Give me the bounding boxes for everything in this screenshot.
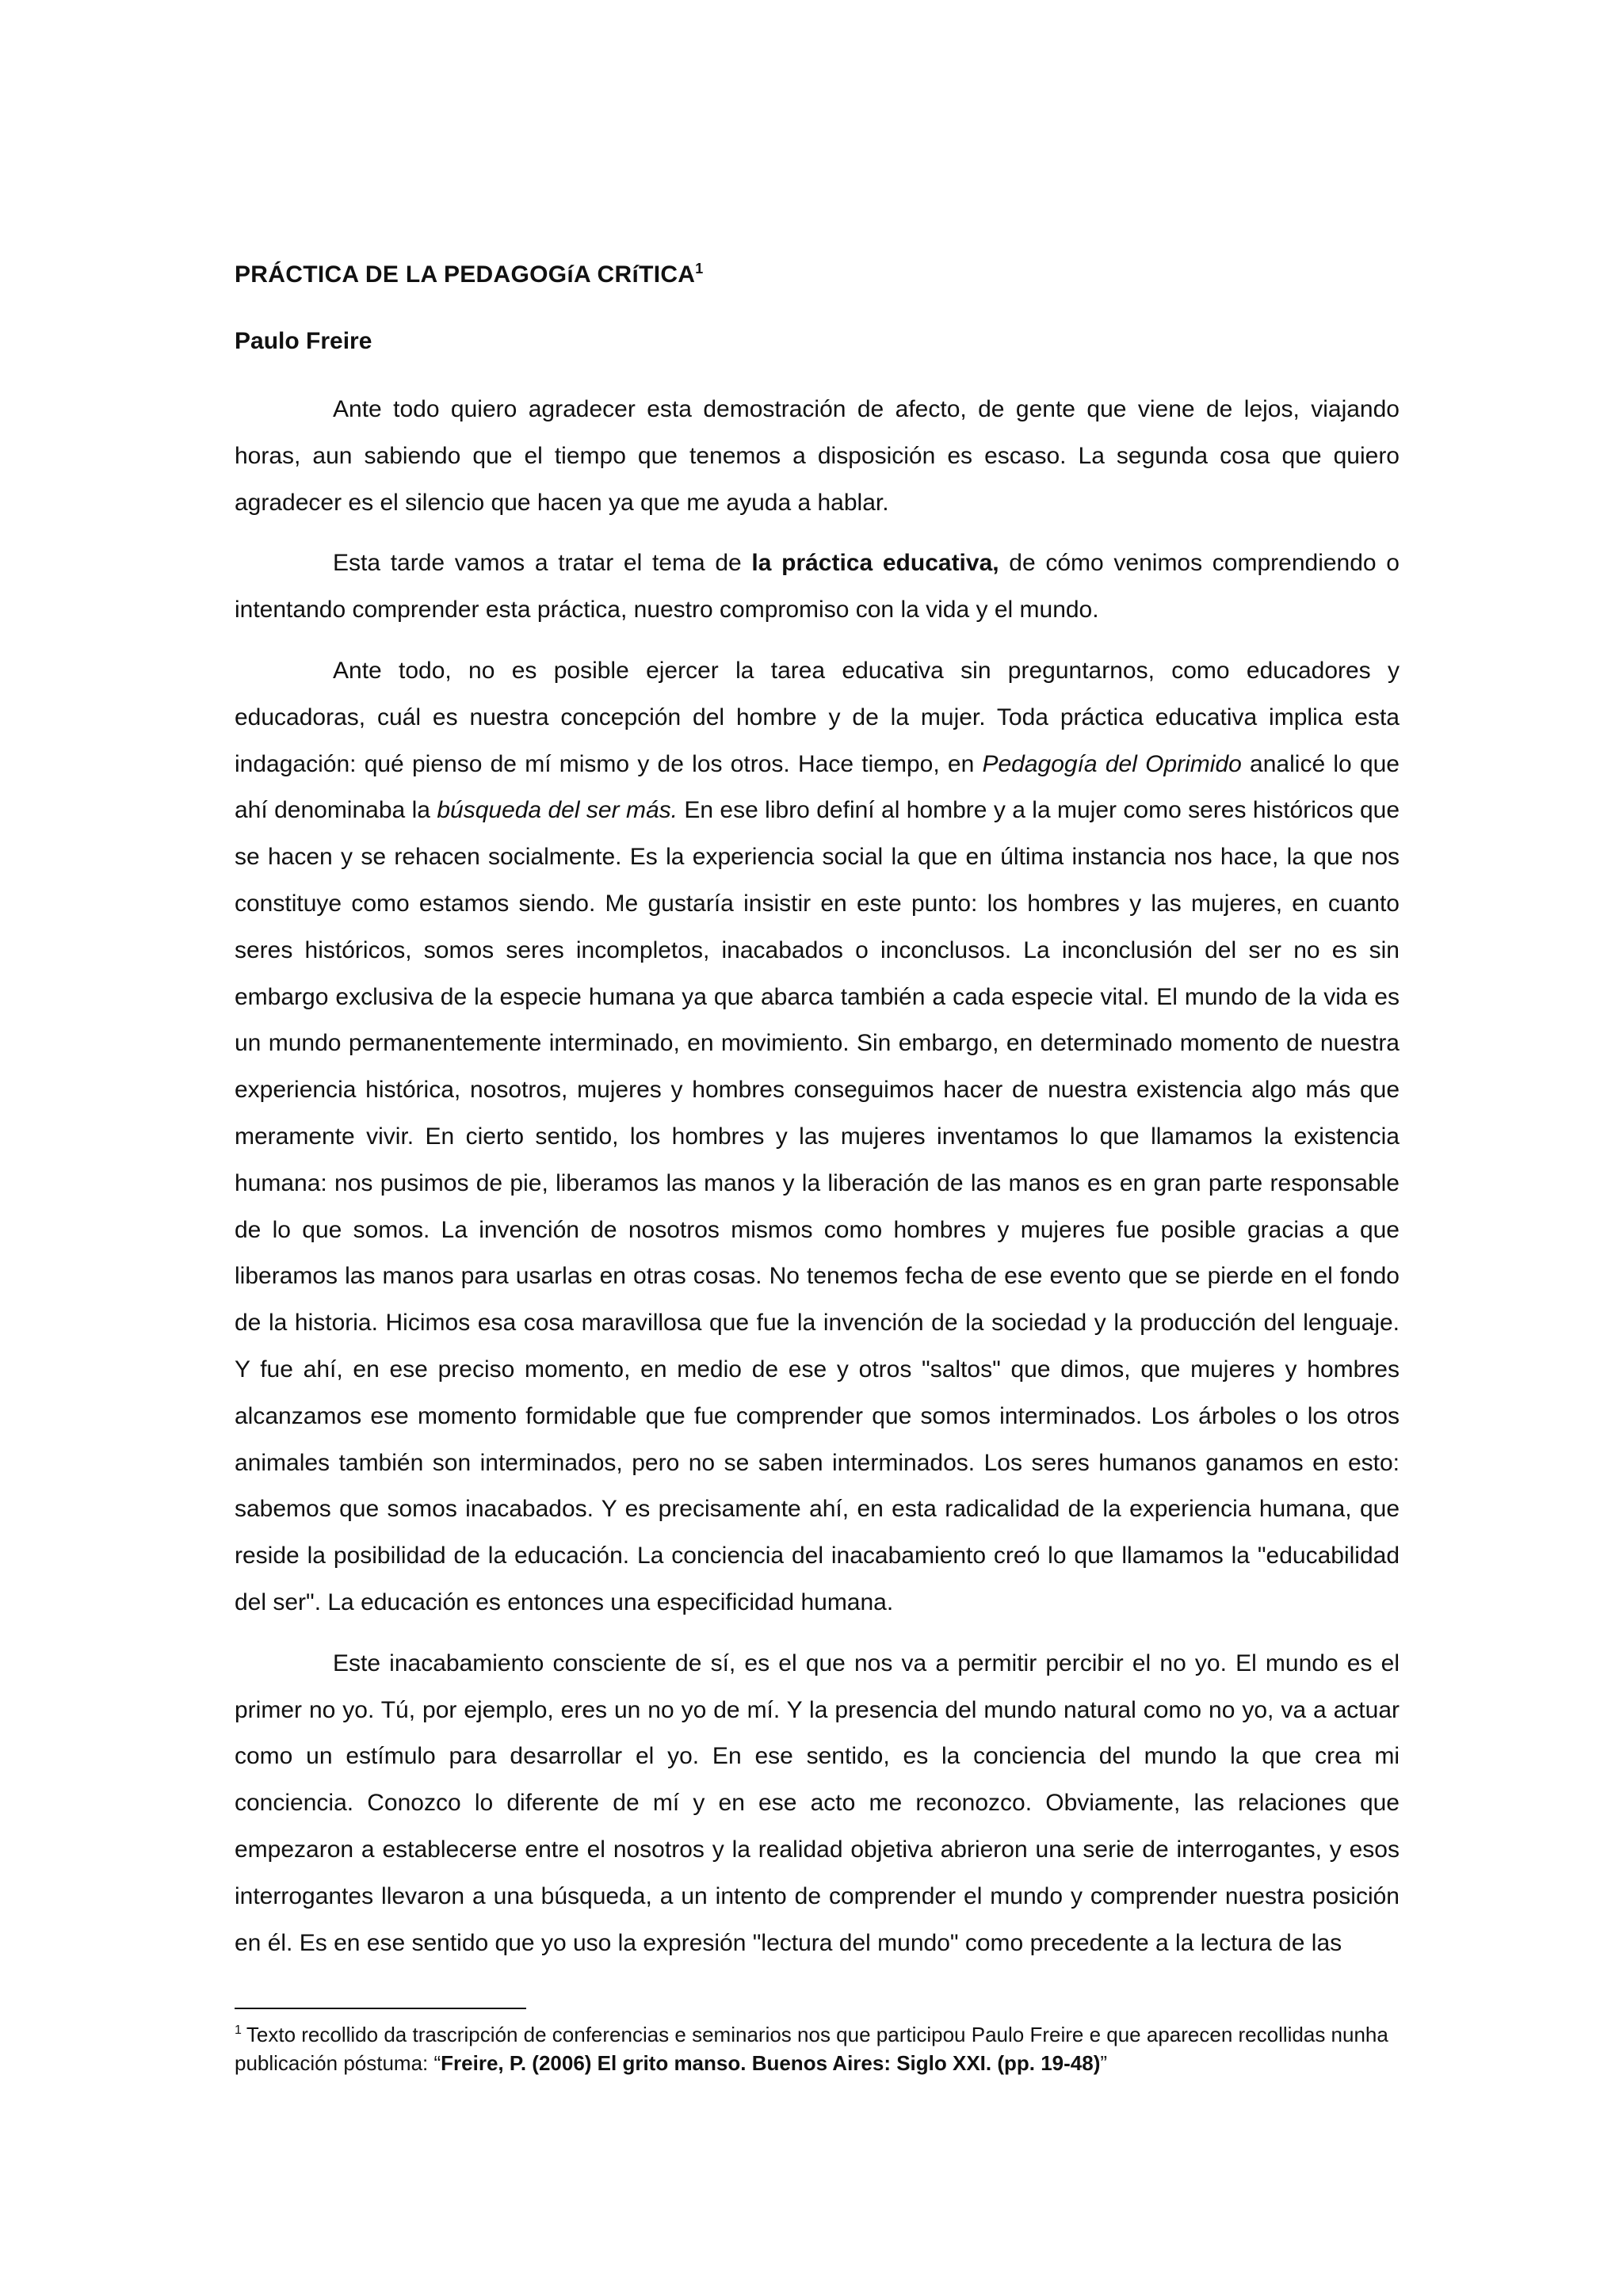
footnote-separator [235,2008,526,2009]
paragraph-3-text-c: En ese libro definí al hombre y a la mujer como seres históricos que se hacen y se rehacen socialmente. Es la experiencia social la que en última instancia nos hace, la que nos constituye como estamos siendo. Me gustaría insistir en este punto: los hombres y las mujeres, en cuanto seres históricos, somos seres incompletos, inacabados o inconclusos. La inconclusión del ser no es sin embargo exclusiva de la especie humana ya que abarca también a cada especie vital. El mundo de la vida es un mundo permanentemente interminado, en movimiento. Sin embargo, en determinado momento de nuestra experiencia histórica, nosotros, mujeres y hombres conseguimos hacer de nuestra existencia algo más que meramente vivir. En cierto sentido, los hombres y las mujeres inventamos lo que llamamos la existencia humana: nos pusimos de pie, liberamos las manos y la liberación de las manos es en gran parte responsable de lo que somos. La invención de nosotros mismos como hombres y mujeres fue posible gracias a que liberamos las manos para usarlas en otras cosas. No tenemos fecha de ese evento que se pierde en el fondo de la historia. Hicimos esa cosa maravillosa que fue la invención de la sociedad y la producción del lenguaje. Y fue ahí, en ese preciso momento, en medio de ese y otros "saltos" que dimos, que mujeres y hombres alcanzamos ese momento formidable que fue comprender que somos interminados. Los árboles o los otros animales también son interminados, pero no se saben interminados. Los seres humanos ganamos en esto: sabemos que somos inacabados. Y es precisamente ahí, en esta radicalidad de la experiencia humana, que reside la posibilidad de la educación. La conciencia del inacabamiento creó lo que llamamos la "educabilidad del ser". La educación es entonces una especificidad humana. [235,797,1400,1615]
footnote-mark: 1 [235,2023,242,2038]
paragraph-2 [235,540,1400,634]
paragraph-3 [235,648,1400,1627]
paragraph-3-text-a: Ante todo, no es posible ejercer la tarea educativa sin preguntarnos, como educadores y educadoras, cuál es nuestra concepción del hombre y de la mujer. Toda práctica educativa implica esta indagación: qué pienso de mí mismo y de los otros. Hace tiempo, en [235,657,1400,777]
paragraph-1: Ante todo quiero agradecer esta demostración de afecto, de gente que viene de lejos, viajando horas, aun sabiendo que el tiempo que tenemos a disposición es escaso. La segunda cosa que quiero agradecer es el silencio que hacen ya que me ayuda a hablar. [235,396,1400,516]
footnote [235,2020,1400,2077]
paragraph-2-bold: la práctica educativa, [751,550,999,577]
footnote-citation: Freire, P. (2006) El grito manso. Buenos Aires: Siglo XXI. (pp. 19-48) [441,2051,1101,2075]
title-footnote-mark: 1 [695,261,704,277]
footnote-text: Texto recollido da trascripción de conferencias e seminarios nos que participou Paulo Freire e que aparecen recollidas nunha publicación póstuma: “ [235,2023,1388,2075]
document-page [235,261,1400,1981]
paragraph-3-text-b: analicé lo que ahí denominaba la [235,750,1400,824]
title-text: PRÁCTICA DE LA PEDAGOGíA CRíTICA [235,261,696,288]
paragraph-3-italic-book: Pedagogía del Oprimido [982,750,1242,777]
paragraph-2-text-b: de cómo venimos comprendiendo o intentando comprender esta práctica, nuestro compromiso con la vida y el mundo. [235,550,1400,624]
footnote-end: ” [1100,2051,1108,2075]
document-title [235,261,1400,288]
paragraph-3-italic-concept: búsqueda del ser más. [437,797,678,824]
paragraph-4: Este inacabamiento consciente de sí, es el que nos va a permitir percibir el no yo. El mundo es el primer no yo. Tú, por ejemplo, eres un no yo de mí. Y la presencia del mundo natural como no yo, va a actuar como un estímulo para desarrollar el yo. En ese sentido, es la conciencia del mundo la que crea mi conciencia. Conozco lo diferente de mí y en ese acto me reconozco. Obviamente, las relaciones que empezaron a establecerse entre el nosotros y la realidad objetiva abrieron una serie de interrogantes, y esos interrogantes llevaron a una búsqueda, a un intento de comprender el mundo y comprender nuestra posición en él. Es en ese sentido que yo uso la expresión "lectura del mundo" como precedente a la lectura de las [235,1650,1400,1956]
paragraph-2-text-a: Esta tarde vamos a tratar el tema de [333,550,752,577]
document-author: Paulo Freire [235,328,372,354]
